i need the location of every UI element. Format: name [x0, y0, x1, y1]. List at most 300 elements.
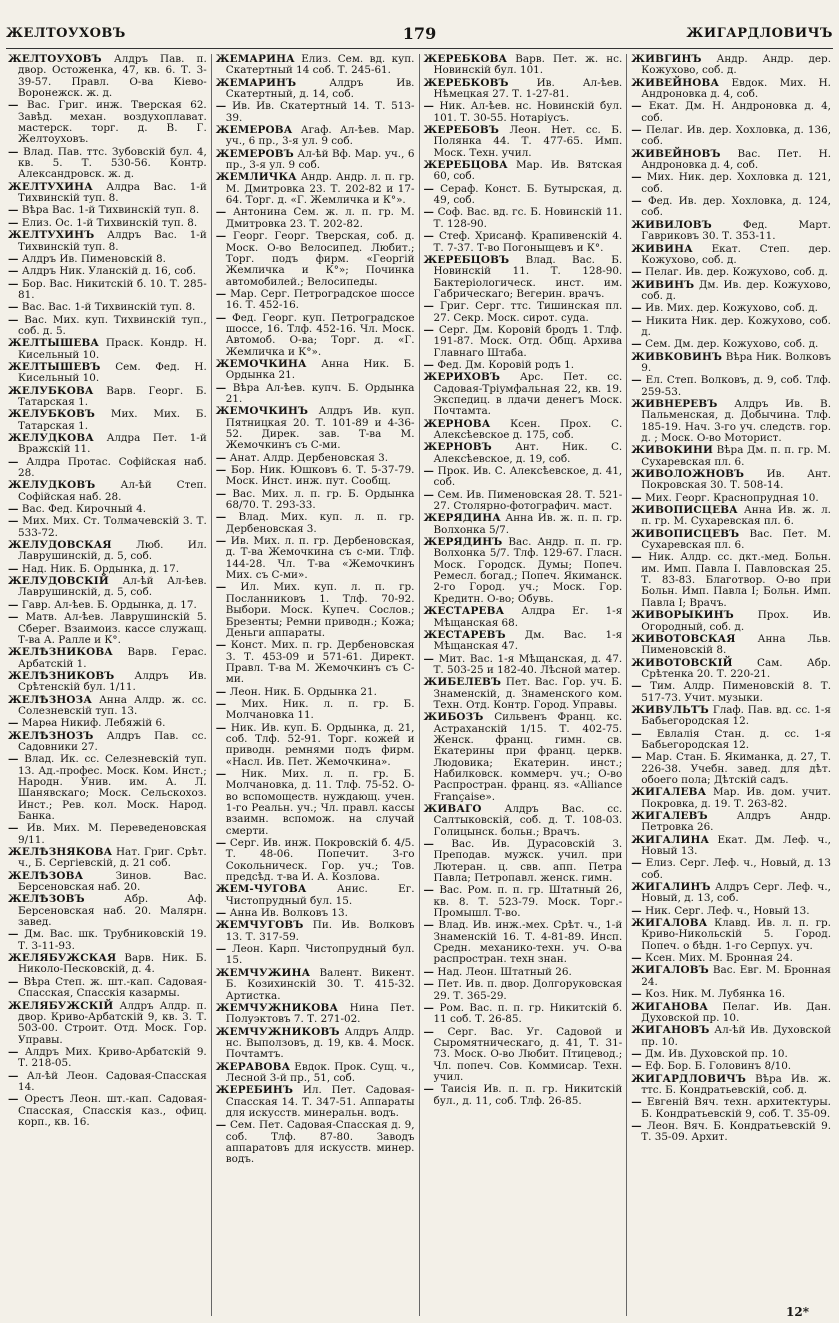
directory-entry: [216, 54, 415, 77]
directory-entry: [8, 279, 207, 302]
entry-details: Ник. Ал-ѣев. нс. Новинскій бул. 101. Т. 30-55. Нотаріусъ.: [433, 100, 623, 124]
directory-entry: [8, 409, 207, 432]
entry-details: Дм. Вас. шк. Трубниковскій 19. Т. 3-11-93.: [18, 928, 207, 952]
directory-entry: [424, 54, 623, 77]
directory-entry: [8, 54, 207, 99]
entry-details: Евлалія Стан. д. сс. 1-я Бабьегородская 12.: [641, 727, 831, 751]
entry-details: Ив. Мих. дер. Кожухово, соб. д.: [645, 302, 818, 315]
directory-entry: [424, 255, 623, 300]
entry-surname: —: [631, 124, 642, 137]
entry-surname: ЖЕЛУБКОВЪ: [8, 408, 96, 421]
entry-details: Алдръ Алдр. нс. Выползовъ, д. 19, кв. 4. Моск. Почтамтъ.: [225, 1025, 415, 1061]
directory-entry: [8, 1001, 207, 1046]
entry-surname: —: [631, 727, 642, 740]
entry-surname: —: [631, 1119, 642, 1132]
entry-surname: —: [215, 535, 227, 548]
directory-entry: [8, 1047, 207, 1070]
entry-surname: ЖИГАЛОВА: [631, 917, 708, 930]
directory-entry: [216, 769, 415, 837]
directory-entry: [631, 316, 831, 339]
directory-entry: [631, 101, 831, 124]
directory-entry: [8, 218, 207, 229]
entry-surname: —: [215, 721, 227, 734]
entry-surname: —: [215, 311, 227, 324]
entry-details: Сем. Ив. Пименовская 28. Т. 521-27. Столярно-фотографич. маст.: [433, 488, 623, 513]
entry-surname: ЖЕЛТЫШЕВА: [8, 337, 100, 350]
directory-entry: [424, 804, 623, 838]
entry-details: Сем. Фед. Н. Кисельный 10.: [18, 360, 207, 385]
entry-surname: ЖИВАГО: [423, 803, 482, 815]
entry-details: Вас. Вас. 1-й Тихвинскій туп. 8.: [21, 301, 196, 314]
entry-surname: —: [423, 838, 435, 851]
entry-details: Алдра Ег. 1-я Мѣщанская 68.: [433, 605, 623, 629]
entry-details: Елиз. Серг. Леф. ч., Новый, д. 13 соб.: [641, 857, 832, 881]
entry-surname: —: [8, 753, 19, 766]
entry-details: Гавр. Ал-ѣев. Б. Ордынка, д. 17.: [21, 598, 197, 611]
directory-entry: [631, 1121, 831, 1144]
directory-entry: [8, 302, 207, 313]
entry-details: Леон. Нет. сс. Б. Полянка 44. Т. 477-65. Имп. Моск. Техн. учил.: [433, 124, 623, 159]
entry-details: Антонина Сем. ж. л. п. гр. М. Дмитровка 23. Т. 202-82.: [225, 206, 415, 230]
entry-details: Елиз. Ос. 1-й Тихвинскій туп. 8.: [21, 216, 198, 229]
directory-entry: [631, 220, 831, 243]
entry-surname: ЖЕЛУДОВСКІЙ: [8, 575, 109, 588]
entry-surname: —: [8, 216, 19, 229]
entry-surname: ЖЕЛТУХИНЪ: [8, 229, 95, 242]
directory-entry: [631, 634, 831, 657]
directory-entry: [424, 967, 623, 978]
entry-details: Зинов. Вас. Берсеновская наб. 20.: [18, 869, 207, 894]
signature-mark: 12*: [786, 1305, 809, 1319]
entry-details: Вас. Андр. п. п. гр. Волхонка 5/7. Тлф. 129-67. Гласн. Моск. Городск. Думы; Попеч. Ремесл. богад.; Попеч. Якиманск. 2-го Город. уч.; Моск. Гор. Кредитн. О-во; Обувь.: [433, 536, 623, 605]
entry-details: Анна Ив. Волковъ 13.: [229, 907, 348, 920]
entry-details: Стеф. Хрисанф. Крапивенскій 4. Т. 7-37. Т-во Погоныщевъ и К°.: [433, 230, 623, 254]
entry-details: Мар. Серг. Петроградское шоссе 16. Т. 452-16.: [225, 287, 415, 312]
entry-details: Вас. Фед. Кирочный 4.: [21, 503, 147, 516]
entry-details: Над. Леон. Штатный 26.: [437, 965, 572, 978]
directory-entry: [631, 1049, 831, 1060]
entry-details: Серг. Дм. Коровій бродъ 1. Тлф. 191-87. Моск. Отд. Общ. Архива Главнаго Штаба.: [433, 323, 623, 359]
entry-details: Варв. Герас. Арбатскій 1.: [18, 646, 207, 670]
entry-details: Леон. Карп. Чистопрудный бул. 15.: [225, 943, 415, 967]
entry-surname: —: [423, 323, 435, 336]
running-head-right: ЖИГАРДЛОВИЧЪ: [686, 26, 833, 41]
directory-entry: [424, 885, 623, 919]
directory-entry: [631, 1074, 831, 1097]
directory-entry: [8, 953, 207, 976]
entry-surname: ЖЕМОЧКИНЪ: [215, 405, 309, 418]
entry-surname: —: [631, 171, 642, 184]
entry-details: Вѣра Ал-ѣев. купч. Б. Ордынка 21.: [225, 381, 415, 405]
directory-entry: [631, 196, 831, 219]
directory-entry: [216, 512, 415, 535]
entry-surname: —: [423, 1025, 435, 1038]
entry-surname: —: [8, 928, 19, 941]
entry-surname: —: [215, 1119, 227, 1132]
entry-details: Вас. Мих. л. п. гр. Б. Ордынка 68/70. Т. 293-33.: [225, 487, 415, 512]
directory-entry: [216, 723, 415, 768]
entry-surname: ЖИВИЛОВЪ: [631, 218, 712, 231]
entry-details: Сам. Абр. Срѣтенка 20. Т. 220-21.: [641, 656, 831, 680]
entry-details: Анна Ив. ж. п. п. гр. Волхонка 5/7.: [433, 512, 623, 536]
entry-details: Ник. Алдр. сс. дкт.-мед. Больн. им. Имп. Павла I. Павловская 25. Т. 83-83. Благотвор. О-во при Больн. Имп. Павла I; Больн. Имп. Павла I; Врачъ.: [641, 551, 831, 609]
entry-details: Алдра Вас. 1-й Тихвинскій туп. 8.: [18, 180, 207, 205]
directory-entry: [631, 729, 831, 752]
entry-details: Ал-ѣй Леон. Садовая-Спасская 14.: [18, 1069, 207, 1093]
entry-surname: ЖИГАЛЕВЪ: [631, 810, 708, 822]
entry-surname: ЖЕМЧУЖИНА: [215, 966, 311, 979]
directory-entry: [8, 647, 207, 670]
entry-details: Абр. Аф. Берсеновская наб. 20. Малярн. завед.: [18, 893, 207, 929]
directory-entry: [631, 858, 831, 881]
directory-entry: [216, 699, 415, 722]
entry-details: Валент. Викент. Б. Козихинскій 30. Т. 415-32. Артистка.: [225, 966, 415, 1002]
directory-columns: [4, 54, 835, 1316]
entry-surname: —: [631, 857, 642, 870]
entry-details: Алдръ Алдр. п. двор. Криво-Арбатскій 9, кв. 3. Т. 503-00. Строит. Отд. Моск. Гор. Управы.: [18, 999, 207, 1046]
entry-details: Вас. Пет. Н. Андроновка д. 4, соб.: [641, 147, 831, 172]
directory-entry: [216, 1062, 415, 1085]
directory-entry: [8, 100, 207, 145]
directory-entry: [631, 280, 831, 303]
directory-entry: [631, 375, 831, 398]
entry-surname: ЖЕРАВОВА: [215, 1060, 291, 1073]
entry-surname: ЖИВЕЙНОВА: [631, 76, 720, 89]
entry-details: Вас. Пет. М. Сухаревская пл. 6.: [641, 527, 831, 552]
entry-details: Вас. Мих. куп. Тихвинскій туп., соб. д. 5.: [18, 313, 207, 337]
directory-entry: [631, 125, 831, 148]
directory-entry: [631, 1025, 831, 1048]
directory-entry: [8, 386, 207, 409]
entry-surname: —: [423, 100, 435, 113]
entry-details: Сем. Дм. дер. Кожухово, соб. д.: [645, 338, 819, 351]
entry-surname: ЖЕЛЯБУЖСКІЙ: [8, 999, 114, 1012]
entry-details: Екат. Степ. дер. Кожухово, соб. д.: [641, 242, 831, 266]
directory-entry: [8, 871, 207, 894]
entry-surname: —: [631, 195, 642, 208]
entry-surname: ЖЕЛѢЗНИКОВА: [8, 646, 113, 659]
directory-entry: [8, 671, 207, 694]
directory-entry: [424, 184, 623, 207]
directory-entry: [216, 313, 415, 358]
directory-entry: [8, 1094, 207, 1128]
directory-entry: [216, 687, 415, 698]
entry-details: Андр. Андр. л. п. гр. М. Дмитровка 23. Т. 202-82 и 17-64. Торг. д. «Г. Жемличка и К°».: [225, 171, 415, 207]
directory-entry: [631, 149, 831, 172]
entry-details: Мих. Георг. Краснопрудная 10.: [645, 491, 819, 504]
entry-details: Коз. Ник. М. Лубянка 16.: [645, 988, 786, 1001]
entry-surname: —: [8, 503, 19, 516]
directory-entry: [8, 612, 207, 646]
directory-entry: [424, 839, 623, 884]
directory-entry: [8, 731, 207, 754]
directory-entry: [424, 606, 623, 629]
entry-details: Ив. Мих. л. п. гр. Дербеновская, д. Т-ва Жемочкина съ с-ми. Тлф. 144-28. Чл. Т-ва «Жемочкинъ Мих. съ С-ми».: [225, 535, 415, 582]
entry-details: Мар. Стан. Б. Якиманка, д. 27, Т. 226-38. Учебн. завед. для дѣт. обоего пола; Дѣтскій садъ.: [641, 751, 831, 786]
entry-surname: —: [423, 488, 435, 501]
entry-details: Анна Ив. ж. л. п. гр. М. Сухаревская пл. 6.: [641, 504, 831, 528]
entry-surname: —: [8, 204, 19, 217]
entry-details: Влад. Пав. ттс. Зубовскій бул. 4, кв. 5. Т. 530-56. Контр. Александровск. ж. д.: [18, 145, 207, 181]
entry-surname: —: [631, 1096, 642, 1109]
directory-entry: [8, 695, 207, 718]
entry-surname: ЖЕРЕБКОВА: [423, 54, 508, 65]
entry-details: Влад. Вас. Б. Новинскій 11. Т. 128-90. Бактеріологическ. инст. им. Габрическаго; Вегерин. врачъ.: [433, 253, 623, 300]
entry-details: Мих. Ник. л. п. гр. Б. Молчановка 11.: [225, 697, 415, 722]
directory-entry: [216, 101, 415, 124]
directory-entry: [424, 325, 623, 359]
entry-surname: —: [631, 904, 642, 917]
entry-surname: ЖИВУЛЬТЪ: [631, 703, 709, 716]
entry-details: Вас. Евг. М. Бронная 24.: [641, 964, 831, 988]
entry-details: Григ. Серг. ттс. Тишинская пл. 27. Секр. Моск. сирот. суда.: [433, 300, 623, 324]
entry-surname: —: [215, 685, 227, 698]
entry-details: Варв. Пет. ж. нс. Новинскій бул. 101.: [433, 54, 623, 77]
entry-details: Алдръ Ив. Срѣтенскій бул. 1/11.: [18, 669, 207, 694]
entry-details: Алдръ Андр. Петровка 26.: [641, 810, 831, 834]
directory-entry: [424, 101, 623, 124]
entry-surname: ЖИВОТОВСКАЯ: [631, 632, 736, 645]
entry-surname: ЖИВЕЙНОВЪ: [631, 147, 721, 160]
page-header: [6, 26, 833, 49]
entry-details: Вѣра Ник. Волковъ 9.: [641, 350, 832, 374]
directory-entry: [216, 406, 415, 451]
entry-surname: —: [631, 314, 642, 327]
entry-details: Евдок. Мих. Н. Андроновка д. 4, соб.: [641, 76, 831, 101]
entry-surname: ЖЕРЕБЦОВА: [423, 159, 508, 172]
entry-surname: —: [631, 100, 642, 113]
entry-surname: —: [423, 652, 435, 665]
directory-entry: [631, 989, 831, 1000]
entry-details: Сем. Пет. Садовая-Спасская д. 9, соб. Тлф. 87-80. Заводъ аппаратовъ для искусств. минер. водъ.: [225, 1119, 415, 1166]
directory-entry: [8, 480, 207, 503]
directory-entry: [424, 513, 623, 536]
directory-entry: [424, 1084, 623, 1107]
directory-entry: [424, 78, 623, 101]
directory-entry: [424, 419, 623, 442]
entry-surname: ЖИБЕЛЕВЪ: [423, 676, 502, 689]
entry-surname: ЖЕМЛИЧКА: [215, 171, 297, 184]
entry-details: Алдръ Ив. Пименовскій 8.: [21, 252, 166, 265]
directory-entry: [216, 359, 415, 382]
entry-details: Алдръ Ив. куп. Пятницкая 20. Т. 101-89 и 4-36-52. Дирек. зав. Т-ва М. Жемочкинъ съ С-ми.: [225, 405, 415, 452]
entry-details: Ел. Степ. Волковъ, д. 9, соб. Тлф. 259-53.: [641, 374, 831, 398]
entry-surname: ЖЕРНОВЪ: [423, 441, 492, 454]
entry-surname: —: [631, 1047, 642, 1060]
directory-entry: [631, 352, 831, 375]
entry-details: Клавд. Ив. л. п. гр. Криво-Никольскій 5. Город. Попеч. о бѣдн. 1-го Серпух. уч.: [641, 917, 831, 952]
entry-surname: —: [215, 381, 227, 394]
entry-details: Ник. Мих. л. п. гр. Б. Молчановка, д. 11. Тлф. 75-52. О-во вспомоществ. нуждающ. учен. 1-го Реальн. уч.; Чл. правл. кассы взаимн. вспомож. на случай смерти.: [225, 767, 415, 837]
entry-surname: —: [8, 301, 19, 314]
entry-details: Екат. Дм. Н. Андроновка д. 4, соб.: [641, 100, 831, 124]
entry-surname: —: [8, 265, 19, 278]
entry-surname: —: [8, 717, 19, 730]
entry-surname: —: [631, 302, 642, 315]
entry-details: Евдок. Прок. Сущ. ч., Лесной 3-й пр., 51, соб.: [225, 1060, 415, 1084]
entry-details: Вас. Григ. инж. Тверская 62. Завѣд. механ. воздухоплават. мастерск. торг. д. В. Г. Желтоуховъ.: [18, 99, 207, 146]
column-3: [420, 54, 628, 1316]
entry-details: Ил. Пет. Садовая-Спасская 14. Т. 347-51. Аппараты для искусств. минеральн. водъ.: [225, 1084, 415, 1119]
directory-entry: [631, 529, 831, 552]
entry-details: Матв. Ал-ѣев. Лаврушинскій 5. Сберег. Взаимоиз. кассе служащ. Т-ва А. Ралле и К°.: [18, 611, 207, 646]
directory-entry: [216, 582, 415, 639]
entry-surname: ЖЕЛѢЗОВЪ: [8, 893, 85, 906]
entry-surname: —: [215, 697, 227, 710]
entry-surname: ЖИГАЛИНА: [631, 833, 710, 846]
directory-entry: [631, 78, 831, 101]
entry-surname: —: [631, 338, 642, 351]
directory-entry: [216, 489, 415, 512]
entry-surname: ЖИВОТОВСКІЙ: [631, 656, 733, 669]
entry-surname: —: [8, 252, 19, 265]
directory-entry: [631, 882, 831, 905]
directory-entry: [8, 894, 207, 928]
entry-surname: —: [8, 611, 19, 624]
entry-details: Фед. Дм. Коровій родъ 1.: [437, 358, 575, 371]
entry-surname: ЖИВОЛОЖНОВЪ: [631, 468, 745, 481]
entry-details: Ил. Мих. куп. л. п. гр. Посланниковъ 1. Тлф. 70-92. Выбори. Моск. Купеч. Сослов.; Брезенты; Ремни приводн.; Кожа; Деньги аппараты.: [225, 581, 415, 639]
entry-details: Фед. Март. Гавриковъ 30. Т. 353-11.: [641, 218, 831, 243]
entry-surname: —: [215, 639, 227, 652]
entry-surname: —: [423, 919, 435, 932]
entry-surname: —: [423, 978, 435, 991]
directory-entry: [8, 315, 207, 338]
directory-entry: [424, 442, 623, 465]
directory-entry: [216, 536, 415, 581]
entry-details: Сераф. Конст. Б. Бутырская, д. 49, соб.: [433, 182, 623, 207]
entry-surname: —: [8, 313, 19, 326]
entry-details: Орестъ Леон. шт.-кап. Садовая-Спасская, Спасскія каз., офиц. корп., кв. 16.: [18, 1093, 207, 1128]
directory-entry: [631, 705, 831, 728]
entry-surname: ЖИГАЛИНЪ: [631, 881, 711, 894]
entry-surname: ЖЕМОЧКИНА: [215, 357, 307, 370]
directory-entry: [216, 172, 415, 206]
directory-entry: [8, 205, 207, 216]
directory-entry: [631, 752, 831, 786]
entry-details: Глаф. Пав. вд. сс. 1-я Бабьегородская 12.: [641, 703, 831, 728]
entry-details: Никита Ник. дер. Кожухово, соб. д.: [641, 314, 831, 338]
entry-details: Влад. Ив. инж.-мех. Срѣт. ч., 1-й Знаменскій 16. Т. 4-81-89. Инсп. Средн. механико-техн. уч. О-ва распростран. техн знан.: [433, 919, 623, 966]
entry-surname: ЖЕЛѢЗНОЗА: [8, 693, 93, 706]
entry-surname: —: [423, 884, 435, 897]
entry-surname: ЖИГАЛОВЪ: [631, 964, 709, 977]
directory-entry: [631, 953, 831, 964]
directory-entry: [216, 125, 415, 148]
entry-surname: —: [8, 277, 19, 290]
directory-entry: [424, 1003, 623, 1026]
entry-details: Анна Ник. Б. Ордынка 21.: [225, 357, 415, 382]
running-head-left: ЖЕЛТОУХОВЪ: [6, 26, 126, 41]
entry-details: Влад. Мих. куп. л. п. гр. Дербеновская 3.: [225, 511, 415, 535]
directory-entry: [631, 399, 831, 444]
entry-details: Нина Пет. Полуэктовъ 7. Т. 271-02.: [225, 1001, 415, 1026]
entry-details: Конст. Мих. п. гр. Дербеновская 3. Т. 453-09 и 571-61. Директ. Правл. Т-ва М. Жемочкинъ съ С-ми.: [225, 639, 415, 686]
directory-entry: [216, 944, 415, 967]
entry-surname: ЖЕЛѢЗНЯКОВА: [8, 846, 113, 859]
directory-entry: [631, 906, 831, 917]
entry-details: Анна Алдр. ж. сс. Солезневскій туп. 13.: [18, 693, 207, 717]
entry-surname: ЖИГАРДЛОВИЧЪ: [631, 1072, 747, 1085]
entry-surname: —: [215, 451, 227, 464]
directory-entry: [8, 230, 207, 253]
entry-surname: —: [631, 1060, 642, 1073]
entry-surname: ЖЕМ-ЧУГОВА: [215, 883, 307, 896]
entry-details: Серг. Вас. Уг. Садовой и Сыромятническаго, д. 41, Т. 31-73. Моск. О-во Любит. Птицевод.; Чл. попеч. Сов. Коммисар. Техн. учил.: [433, 1025, 623, 1083]
entry-surname: ЖЕРЯДИНА: [423, 512, 501, 525]
entry-details: Соф. Вас. вд. гс. Б. Новинскій 11. Т. 128-90.: [433, 206, 623, 230]
directory-entry: [216, 920, 415, 943]
directory-entry: [424, 466, 623, 489]
entry-details: Алдра Пет. 1-й Вражскій 11.: [18, 432, 207, 456]
entry-surname: ЖЕРЕБОВЪ: [423, 124, 500, 137]
directory-entry: [216, 908, 415, 919]
directory-entry: [424, 1027, 623, 1084]
entry-details: Вас. Ив. Дурасовскій 3. Преподав. мужск. учил. при Лютеран. ц. свв. апп. Петра Павла; Петропавл. женск. гимн.: [433, 838, 623, 885]
entry-details: Вѣра Степ. ж. шт.-кап. Садовая-Спасская, Спасскія казармы.: [18, 975, 207, 1000]
directory-entry: [631, 610, 831, 633]
entry-details: Алдръ Ник. Уланскій д. 16, соб.: [21, 265, 196, 278]
entry-surname: ЖИВИНЪ: [631, 278, 695, 291]
entry-surname: —: [215, 767, 227, 780]
entry-details: Ал-ѣй Ив. Духовской пр. 10.: [641, 1024, 831, 1048]
entry-surname: —: [423, 465, 435, 478]
directory-entry: [8, 362, 207, 385]
directory-entry: [631, 244, 831, 267]
entry-details: Дм. Ив. Духовской пр. 10.: [645, 1047, 788, 1060]
column-1: [4, 54, 212, 1316]
directory-entry: [424, 160, 623, 183]
entry-surname: —: [8, 455, 19, 468]
entry-details: Пелаг. Ив. дер. Хохловка, д. 136, соб.: [641, 124, 831, 148]
entry-details: Алдръ Ив. В. Пальменская, д. Добычина. Тлф. 185-19. Нач. 3-го уч. следств. гор. д. ; Моск. О-во Моторист.: [641, 397, 831, 444]
entry-surname: ЖЕЛЯБУЖСКАЯ: [8, 952, 117, 965]
entry-details: Ив. Ал-ѣев. Нѣмецкая 27. Т. 1-27-81.: [433, 76, 623, 101]
directory-entry: [424, 979, 623, 1002]
entry-surname: ЖЕРЯДИНЪ: [423, 536, 503, 549]
directory-entry: [216, 207, 415, 230]
directory-entry: [8, 338, 207, 361]
entry-details: Таисія Ив. п. п. гр. Никитскій бул., д. 11, соб. Тлф. 26-85.: [433, 1083, 623, 1107]
directory-entry: [8, 754, 207, 822]
directory-entry: [424, 372, 623, 417]
entry-details: Марѳа Никиф. Лебяжій 6.: [21, 717, 166, 730]
directory-entry: [631, 445, 831, 468]
entry-surname: —: [423, 230, 435, 243]
entry-details: Вас. Ром. п. п. гр. Штатный 26, кв. 8. Т. 523-79. Моск. Торг.-Промышл. Т-во.: [433, 884, 623, 920]
entry-details: Ал-ѣй Вф. Мар. уч., 6 пр., 3-я ул. 9 соб.: [225, 147, 415, 172]
directory-entry: [216, 1120, 415, 1165]
directory-entry: [631, 811, 831, 834]
entry-details: Праск. Кондр. Н. Кисельный 10.: [18, 337, 207, 361]
entry-surname: —: [8, 99, 19, 112]
entry-details: Пет. Вас. Гор. уч. Б. Знаменскій, д. Знаменского ком. Техн. Отд. Контр. Город. Управы.: [433, 676, 623, 711]
directory-entry: [8, 847, 207, 870]
directory-entry: [8, 823, 207, 846]
directory-entry: [8, 457, 207, 480]
entry-details: Ант. Ник. С. Алексѣевское, д. 19, соб.: [433, 441, 623, 465]
entry-surname: ЖЕМАРИНА: [215, 54, 295, 65]
directory-entry: [424, 712, 623, 803]
entry-details: Леон. Вяч. Б. Кондратьевскій 9. Т. 35-09. Архит.: [641, 1119, 831, 1144]
entry-details: Варв. Георг. Б. Татарская 1.: [18, 384, 207, 408]
entry-details: Еф. Бор. Б. Головинъ 8/10.: [645, 1060, 792, 1073]
entry-surname: ЖИВГИНЪ: [631, 54, 702, 65]
entry-details: Ив. Ант. Покровская 30. Т. 508-14.: [641, 468, 831, 492]
directory-entry: [8, 929, 207, 952]
entry-details: Влад. Ик. сс. Селезневскій туп. 13. Ад.-профес. Моск. Ком. Инст.; Народн. Унив. им. А. Л. Шанявскаго; Моск. Сельскохоз. Инст.; Рев. кол. Моск. Народ. Банка.: [18, 753, 207, 822]
directory-entry: [216, 453, 415, 464]
